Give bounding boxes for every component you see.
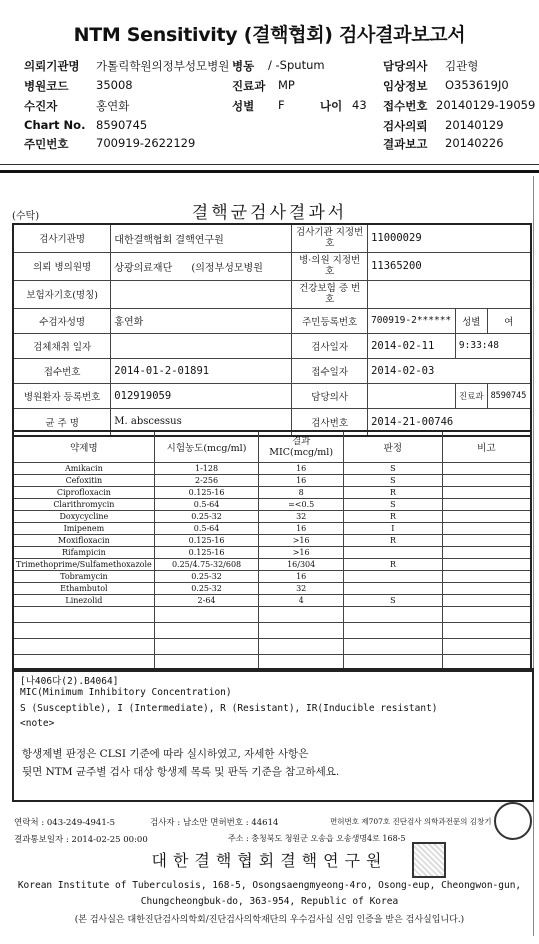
exam-no-value: 2014-21-00746	[368, 408, 531, 436]
result-interpretation	[344, 571, 443, 583]
result-concentration: 0.5-64	[154, 523, 259, 535]
certification-note: (본 검사실은 대한진단검사의학회/진단검사의학재단의 우수검사실 신임 인증을 받은 검사실입니다.)	[74, 915, 465, 925]
value-hospital-code: 35008	[96, 78, 133, 92]
lab-seal-icon	[494, 802, 532, 840]
result-drug: Doxycycline	[13, 511, 154, 523]
result-row	[13, 499, 531, 511]
patient-label: 수검자성명	[13, 308, 111, 333]
req-value-2: (의정부성모병원	[191, 262, 263, 274]
footer-examiner: 검사자 : 남소만 면허번호 : 44614	[150, 818, 279, 828]
results-body	[13, 463, 531, 672]
result-remarks	[442, 639, 531, 655]
result-remarks	[442, 623, 531, 639]
health-no-label: 건강보험 증 번 호	[292, 280, 368, 308]
results-header-row	[13, 431, 531, 463]
result-remarks	[442, 463, 531, 475]
result-interpretation	[344, 623, 443, 639]
result-remarks	[442, 607, 531, 623]
header-remarks: 비고	[442, 431, 531, 463]
result-interpretation: R	[344, 487, 443, 499]
result-interpretation: R	[344, 559, 443, 571]
collect-label: 검체채취 일자	[13, 333, 111, 358]
rrn-value: 700919-2******	[368, 308, 456, 333]
reg-label: 병원환자 등록번호	[13, 383, 111, 408]
result-remarks	[442, 583, 531, 595]
receipt-date-value: 2014-02-03	[368, 358, 531, 383]
result-row	[13, 487, 531, 499]
req-no-value: 11365200	[368, 252, 531, 280]
label-rrn: 주민번호	[24, 137, 69, 151]
dept-label: 진료과	[455, 383, 487, 408]
header-interpretation: 판정	[344, 431, 443, 463]
result-mic: 32	[259, 511, 344, 523]
footer-phone: 연락처 : 043-249-4941-5	[14, 818, 116, 828]
info-row	[13, 308, 531, 333]
result-interpretation: S	[344, 595, 443, 607]
result-concentration: 0.25-32	[154, 571, 259, 583]
value-report-date: 20140226	[445, 136, 504, 150]
result-mic: 16	[259, 523, 344, 535]
label-report-date: 결과보고	[383, 137, 428, 151]
info-row	[13, 280, 531, 308]
notes-mic: MIC(Minimum Inhibitory Concentration)	[20, 687, 232, 698]
result-mic	[259, 607, 344, 623]
org-value: 대한결핵협회 결핵연구원	[111, 224, 292, 252]
info-row	[13, 383, 531, 408]
result-interpretation: S	[344, 499, 443, 511]
info-row	[13, 358, 531, 383]
patient-value: 홍연화	[111, 308, 292, 333]
notes-line-1: 항생제별 판정은 CLSI 기준에 따라 실시하였고, 자세한 사항은	[22, 748, 309, 760]
info-row	[13, 333, 531, 358]
divider-thick	[0, 170, 539, 173]
result-mic: 16	[259, 475, 344, 487]
org-no-value: 11000029	[368, 224, 531, 252]
result-drug: Clarithromycin	[13, 499, 154, 511]
footer-report-date: 결과통보일자 : 2014-02-25 00:00	[14, 835, 148, 845]
insurer-label: 보험자기호(명칭)	[13, 280, 111, 308]
result-concentration: 0.25/4.75-32/608	[154, 559, 259, 571]
label-age: 나이	[320, 99, 343, 113]
label-department: 진료과	[232, 79, 266, 93]
notes-box	[12, 668, 534, 802]
result-remarks	[442, 535, 531, 547]
result-interpretation	[344, 547, 443, 559]
sex-value: 여	[487, 308, 531, 333]
result-row	[13, 511, 531, 523]
value-rrn: 700919-2622129	[96, 136, 196, 150]
institute-address-en-2: Chungcheongbuk-do, 363-954, Republic of Korea	[140, 896, 399, 907]
scan-edge-line	[533, 176, 534, 936]
result-row	[13, 475, 531, 487]
label-sex: 성별	[232, 99, 255, 113]
result-drug: Moxifloxacin	[13, 535, 154, 547]
value-request-date: 20140129	[445, 118, 504, 132]
result-mic: >16	[259, 535, 344, 547]
result-concentration: 0.25-32	[154, 583, 259, 595]
doctor-value	[368, 383, 456, 408]
value-chart-no: 8590745	[96, 118, 148, 132]
req-label: 의뢰 병의원명	[13, 252, 111, 280]
value-requester: 가톨릭학원의정부성모병원	[96, 59, 230, 73]
result-mic	[259, 623, 344, 639]
result-row	[13, 639, 531, 655]
label-patient: 수진자	[24, 99, 58, 113]
result-mic: 32	[259, 583, 344, 595]
result-drug: Trimethoprime/Sulfamethoxazole	[13, 559, 154, 571]
result-remarks	[442, 511, 531, 523]
reg-value: 012919059	[111, 383, 292, 408]
footer-address-kr: 주소 : 충청북도 청원군 오송읍 오송생명4로 168-5	[228, 834, 406, 843]
result-interpretation: S	[344, 463, 443, 475]
exam-date-value: 2014-02-11	[368, 333, 456, 358]
organism-label: 균 주 명	[13, 408, 111, 436]
result-row	[13, 623, 531, 639]
result-concentration: 0.125-16	[154, 535, 259, 547]
notes-line-2: 뒷면 NTM 균주별 검사 대상 항생제 목록 및 판독 기준을 참고하세요.	[22, 766, 340, 778]
result-row	[13, 559, 531, 571]
organism-value: M. abscessus	[111, 408, 292, 436]
exam-no-label: 검사번호	[292, 408, 368, 436]
result-row	[13, 535, 531, 547]
header-drug: 약제명	[13, 431, 154, 463]
result-concentration	[154, 639, 259, 655]
result-concentration: 2-64	[154, 595, 259, 607]
result-mic: 16	[259, 463, 344, 475]
result-mic: 16/304	[259, 559, 344, 571]
result-drug: Rifampicin	[13, 547, 154, 559]
result-interpretation: R	[344, 511, 443, 523]
result-concentration: 0.25-32	[154, 511, 259, 523]
org-no-label: 검사기관 지정번호	[292, 224, 368, 252]
doctor-label: 담당의사	[292, 383, 368, 408]
result-drug: Tobramycin	[13, 571, 154, 583]
result-drug: Linezolid	[13, 595, 154, 607]
result-concentration	[154, 623, 259, 639]
result-drug: Cefoxitin	[13, 475, 154, 487]
result-row	[13, 595, 531, 607]
req-value: 상광의료재단	[114, 262, 173, 274]
result-drug	[13, 639, 154, 655]
value-clinical-info: O353619J0	[445, 78, 509, 92]
result-mic: 4	[259, 595, 344, 607]
notes-code: [나406다(2).B4064]	[20, 676, 119, 687]
exam-time-value: 9:33:48	[455, 333, 531, 358]
footer-license: 면허번호 제707호 진단검사 의학과전문의 김창기	[330, 817, 492, 826]
label-request-date: 검사의뢰	[383, 119, 428, 133]
label-clinical-info: 임상정보	[383, 79, 428, 93]
rrn-label: 주민등록번호	[292, 308, 368, 333]
value-sex: F	[278, 98, 285, 112]
result-mic: 16	[259, 571, 344, 583]
results-table	[12, 430, 532, 672]
info-row	[13, 252, 531, 280]
value-doctor: 김관형	[445, 59, 479, 73]
result-remarks	[442, 499, 531, 511]
result-row	[13, 583, 531, 595]
result-mic: >16	[259, 547, 344, 559]
result-drug: Amikacin	[13, 463, 154, 475]
result-interpretation	[344, 639, 443, 655]
insurer-value	[111, 280, 292, 308]
exam-date-label: 검사일자	[292, 333, 368, 358]
result-row	[13, 523, 531, 535]
info-table	[12, 223, 532, 437]
result-concentration: 0.125-16	[154, 487, 259, 499]
value-ward: / -Sputum	[268, 58, 325, 72]
result-concentration: 0.125-16	[154, 547, 259, 559]
header-concentration: 시험농도(mcg/ml)	[154, 431, 259, 463]
notes-tag: <note>	[20, 718, 55, 729]
result-drug	[13, 607, 154, 623]
result-concentration: 0.5-64	[154, 499, 259, 511]
result-row	[13, 463, 531, 475]
label-requester: 의뢰기관명	[24, 59, 80, 73]
header-mic: 결과 MIC(mcg/ml)	[259, 431, 344, 463]
result-drug: Ethambutol	[13, 583, 154, 595]
value-department: MP	[278, 78, 295, 92]
req-value-cell	[111, 252, 292, 280]
result-mic: 8	[259, 487, 344, 499]
sex-label: 성별	[455, 308, 487, 333]
value-age: 43	[352, 98, 367, 112]
result-concentration: 1-128	[154, 463, 259, 475]
health-no-value	[368, 280, 531, 308]
receipt-value: 2014-01-2-01891	[111, 358, 292, 383]
divider	[0, 164, 539, 165]
result-interpretation: R	[344, 535, 443, 547]
result-interpretation: S	[344, 475, 443, 487]
notes-legend: S (Susceptible), I (Intermediate), R (Resistant), IR(Inducible resistant)	[20, 703, 438, 714]
value-patient: 홍연화	[96, 99, 130, 113]
receipt-label: 접수번호	[13, 358, 111, 383]
label-chart-no: Chart No.	[24, 118, 86, 132]
result-drug	[13, 623, 154, 639]
receipt-mark: (수탁)	[12, 211, 40, 222]
result-interpretation: I	[344, 523, 443, 535]
req-no-label: 병·의원 지정번호	[292, 252, 368, 280]
result-interpretation	[344, 583, 443, 595]
result-remarks	[442, 487, 531, 499]
receipt-date-label: 접수일자	[292, 358, 368, 383]
result-remarks	[442, 523, 531, 535]
label-ward: 병동	[232, 59, 255, 73]
result-remarks	[442, 595, 531, 607]
result-remarks	[442, 547, 531, 559]
result-remarks	[442, 475, 531, 487]
collect-value	[111, 333, 292, 358]
result-drug: Imipenem	[13, 523, 154, 535]
value-accession: 20140129-19059	[436, 98, 536, 112]
page-title: NTM Sensitivity (결핵협회) 검사결과보고서	[73, 24, 466, 46]
result-drug: Ciprofloxacin	[13, 487, 154, 499]
result-interpretation	[344, 607, 443, 623]
label-doctor: 담당의사	[383, 59, 428, 73]
result-remarks	[442, 559, 531, 571]
institute-name: 대한결핵협회결핵연구원	[151, 851, 388, 870]
result-concentration	[154, 607, 259, 623]
result-row	[13, 571, 531, 583]
result-row	[13, 547, 531, 559]
institute-address-en: Korean Institute of Tuberculosis, 168-5, Osongsaengmyeong-4ro, Osong-eup, Cheongwon-gun,	[17, 880, 522, 891]
result-mic	[259, 639, 344, 655]
result-remarks	[442, 571, 531, 583]
label-hospital-code: 병원코드	[24, 79, 69, 93]
result-mic: =<0.5	[259, 499, 344, 511]
report-title: 결핵균검사결과서	[191, 203, 348, 223]
label-accession: 접수번호	[383, 99, 428, 113]
result-row	[13, 607, 531, 623]
org-label: 검사기관명	[13, 224, 111, 252]
result-concentration: 2-256	[154, 475, 259, 487]
dept-value: 8590745	[487, 383, 531, 408]
info-row	[13, 224, 531, 252]
